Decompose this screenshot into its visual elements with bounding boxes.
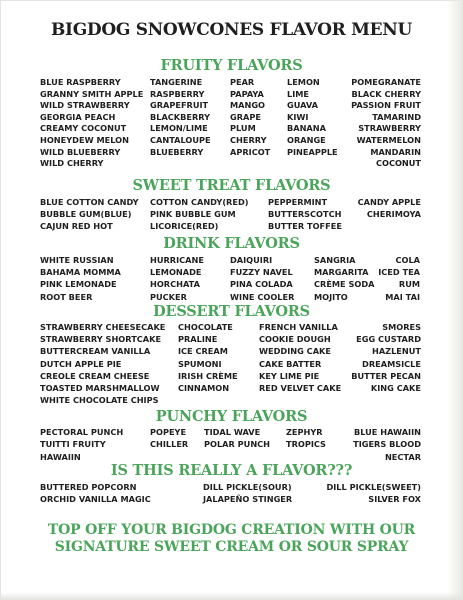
flavor-item-banana: BANANA — [287, 123, 326, 134]
section-title-punchy-flavors: PUNCHY FLAVORS — [155, 408, 308, 425]
section-title-drink-flavors: DRINK FLAVORS — [163, 235, 300, 252]
flavor-item-plum: PLUM — [230, 123, 256, 134]
flavor-item-wedding-cake: WEDDING CAKE — [259, 346, 331, 357]
flavor-item-smores: SMORES — [382, 322, 421, 332]
flavor-item-hawaiin: HAWAIIN — [40, 451, 81, 462]
flavor-item-tidal-wave: TIDAL WAVE — [204, 427, 261, 437]
flavor-item-cinnamon: CINNAMON — [178, 383, 230, 393]
flavor-item-cherimoya: CHERIMOYA — [366, 209, 421, 220]
flavor-item-butter-toffee: BUTTER TOFFEE — [268, 221, 342, 232]
flavor-item-pineapple: PINEAPPLE — [287, 146, 338, 157]
flavor-item-cajun-red-hot: CAJUN RED HOT — [40, 221, 113, 232]
flavor-item-pectoral-punch: PECTORAL PUNCH — [40, 427, 124, 437]
flavor-item-buttered-popcorn: BUTTERED POPCORN — [40, 482, 137, 492]
flavor-item-pear: PEAR — [230, 77, 255, 87]
flavor-item-mojito: MOJITO — [314, 291, 348, 302]
flavor-item-wild-cherry: WILD CHERRY — [40, 158, 104, 169]
flavor-item-passion-fruit: PASSION FRUIT — [351, 100, 421, 111]
flavor-item-blue-cotton-candy: BLUE COTTON CANDY — [40, 197, 139, 207]
flavor-item-licorice-red: LICORICE(RED) — [150, 221, 219, 232]
flavor-item-cotton-candy-red: COTTON CANDY(RED) — [150, 197, 249, 207]
flavor-item-candy-apple: CANDY APPLE — [357, 197, 421, 207]
flavor-item-dill-pickle-sour: DILL PICKLE(SOUR) — [203, 482, 292, 492]
flavor-item-blueberry: BLUEBERRY — [150, 146, 204, 157]
flavor-item-bahama-momma: BAHAMA MOMMA — [40, 267, 121, 278]
flavor-item-strawberry: STRAWBERRY — [358, 123, 421, 134]
flavor-item-tigers-blood: TIGERS BLOOD — [353, 439, 421, 450]
flavor-item-georgia-peach: GEORGIA PEACH — [40, 111, 116, 122]
flavor-item-strawberry-cheesecake: STRAWBERRY CHEESECAKE — [40, 322, 166, 332]
flavor-item-chiller: CHILLER — [150, 439, 189, 450]
flavor-item-wild-strawberry: WILD STRAWBERRY — [40, 100, 130, 111]
flavor-item-lemon: LEMON — [287, 77, 320, 87]
flavor-item-toasted-marshmallow: TOASTED MARSHMALLOW — [40, 383, 160, 393]
flavor-item-cantaloupe: CANTALOUPE — [150, 135, 211, 145]
flavor-item-chocolate: CHOCOLATE — [178, 322, 233, 332]
section-title-fruity-flavors: FRUITY FLAVORS — [160, 57, 303, 74]
flavor-item-root-beer: ROOT BEER — [40, 291, 93, 302]
flavor-item-spumoni: SPUMONI — [178, 358, 222, 369]
flavor-item-dill-pickle-sweet: DILL PICKLE(SWEET) — [326, 482, 421, 492]
flavor-item-buttercream-vanilla: BUTTERCREAM VANILLA — [40, 346, 151, 357]
flavor-item-tuitti-fruity: TUITTI FRUITY — [40, 439, 106, 450]
flavor-item-butter-pecan: BUTTER PECAN — [351, 370, 421, 381]
flavor-item-king-cake: KING CAKE — [370, 383, 421, 393]
flavor-item-guava: GUAVA — [287, 100, 319, 111]
flavor-item-rum: RUM — [398, 279, 420, 290]
flavor-item-cake-batter: CAKE BATTER — [259, 358, 322, 369]
flavor-item-dreamsicle: DREAMSICLE — [362, 358, 421, 369]
flavor-item-honeydew-melon: HONEYDEW MELON — [40, 135, 129, 145]
flavor-item-apricot: APRICOT — [230, 146, 271, 157]
flavor-item-dutch-apple-pie: DUTCH APPLE PIE — [40, 358, 122, 369]
flavor-item-pina-colada: PINA COLADA — [230, 279, 293, 290]
flavor-item-lemon-lime: LEMON/LIME — [150, 123, 208, 134]
flavor-item-mai-tai: MAI TAI — [385, 291, 420, 302]
flavor-item-silver-fox: SILVER FOX — [368, 494, 421, 505]
flavor-item-wine-cooler: WINE COOLER — [230, 291, 295, 302]
flavor-item-nectar: NECTAR — [384, 451, 421, 462]
flavor-item-black-cherry: BLACK CHERRY — [351, 88, 421, 99]
menu-title: BIGDOG SNOWCONES FLAVOR MENU — [50, 20, 413, 40]
flavor-item-papaya: PAPAYA — [230, 88, 264, 99]
page-bottom-shadow — [0, 592, 463, 600]
flavor-item-fuzzy-navel: FUZZY NAVEL — [230, 267, 293, 278]
footer-line-2: SIGNATURE SWEET CREAM OR SOUR SPRAY — [54, 539, 409, 555]
flavor-item-grape: GRAPE — [230, 111, 261, 122]
flavor-item-creamy-coconut: CREAMY COCONUT — [40, 123, 127, 134]
flavor-item-orchid-vanilla-magic: ORCHID VANILLA MAGIC — [40, 494, 151, 505]
flavor-item-lemonade: LEMONADE — [150, 267, 202, 278]
flavor-item-daiquiri: DAIQUIRI — [230, 255, 273, 265]
flavor-item-key-lime-pie: KEY LIME PIE — [259, 370, 320, 381]
flavor-item-jalape-o-stinger: JALAPEÑO STINGER — [203, 494, 293, 505]
flavor-item-irish-cr-me: IRISH CRÈME — [178, 370, 238, 381]
flavor-item-grapefruit: GRAPEFRUIT — [150, 100, 209, 111]
flavor-item-blue-hawaiin: BLUE HAWAIIN — [353, 427, 421, 437]
section-title-dessert-flavors: DESSERT FLAVORS — [153, 303, 310, 320]
flavor-item-pink-bubble-gum: PINK BUBBLE GUM — [150, 209, 236, 220]
flavor-item-red-velvet-cake: RED VELVET CAKE — [259, 383, 342, 393]
flavor-item-cr-me-soda: CRÈME SODA — [314, 279, 375, 290]
flavor-item-orange: ORANGE — [287, 135, 326, 145]
flavor-item-tropics: TROPICS — [286, 439, 326, 450]
flavor-item-pucker: PUCKER — [150, 291, 187, 302]
section-title-sweet-treat-flavors: SWEET TREAT FLAVORS — [132, 177, 331, 194]
flavor-item-blue-raspberry: BLUE RASPBERRY — [40, 77, 121, 87]
flavor-item-horchata: HORCHATA — [150, 279, 200, 290]
flavor-item-strawberry-shortcake: STRAWBERRY SHORTCAKE — [40, 334, 162, 345]
flavor-item-mandarin: MANDARIN — [370, 146, 421, 157]
flavor-item-lime: LIME — [287, 88, 310, 99]
flavor-item-iced-tea: ICED TEA — [378, 267, 420, 278]
flavor-item-bubble-gum-blue: BUBBLE GUM(BLUE) — [40, 209, 132, 220]
flavor-item-polar-punch: POLAR PUNCH — [204, 439, 271, 450]
flavor-item-hazlenut: HAZLENUT — [371, 346, 421, 357]
flavor-item-granny-smith-apple: GRANNY SMITH APPLE — [40, 88, 144, 99]
flavor-item-cola: COLA — [395, 255, 420, 265]
flavor-item-popeye: POPEYE — [150, 427, 187, 437]
flavor-item-mango: MANGO — [230, 100, 266, 111]
section-title-is-this-really-a-flavor: IS THIS REALLY A FLAVOR??? — [110, 462, 353, 479]
flavor-item-creole-cream-cheese: CREOLE CREAM CHEESE — [40, 370, 150, 381]
flavor-item-white-russian: WHITE RUSSIAN — [40, 255, 114, 265]
flavor-item-peppermint: PEPPERMINT — [268, 197, 328, 207]
flavor-item-egg-custard: EGG CUSTARD — [356, 334, 421, 345]
flavor-item-margarita: MARGARITA — [314, 267, 369, 278]
flavor-item-blackberry: BLACKBERRY — [150, 111, 211, 122]
flavor-item-cookie-dough: COOKIE DOUGH — [259, 334, 331, 345]
flavor-item-hurricane: HURRICANE — [150, 255, 204, 265]
flavor-item-tangerine: TANGERINE — [150, 77, 203, 87]
flavor-item-ice-cream: ICE CREAM — [178, 346, 228, 357]
footer-line-1: TOP OFF YOUR BIGDOG CREATION WITH OUR — [47, 522, 416, 538]
flavor-item-cherry: CHERRY — [230, 135, 267, 145]
flavor-item-white-chocolate-chips: WHITE CHOCOLATE CHIPS — [40, 395, 159, 406]
flavor-item-pink-lemonade: PINK LEMONADE — [40, 279, 117, 290]
flavor-item-sangria: SANGRIA — [314, 255, 356, 265]
flavor-item-tamarind: TAMARIND — [372, 111, 421, 122]
flavor-item-raspberry: RASPBERRY — [150, 88, 205, 99]
flavor-item-praline: PRALINE — [178, 334, 218, 345]
flavor-item-wild-blueberry: WILD BLUEBERRY — [40, 146, 121, 157]
flavor-item-coconut: COCONUT — [375, 158, 421, 169]
page-edge-shadow — [447, 0, 463, 600]
flavor-item-kiwi: KIWI — [287, 111, 309, 122]
flavor-item-french-vanilla: FRENCH VANILLA — [259, 322, 338, 332]
flavor-item-pomegranate: POMEGRANATE — [351, 77, 421, 87]
flavor-item-butterscotch: BUTTERSCOTCH — [268, 209, 342, 220]
flavor-item-watermelon: WATERMELON — [356, 135, 421, 145]
flavor-item-zephyr: ZEPHYR — [286, 427, 323, 437]
